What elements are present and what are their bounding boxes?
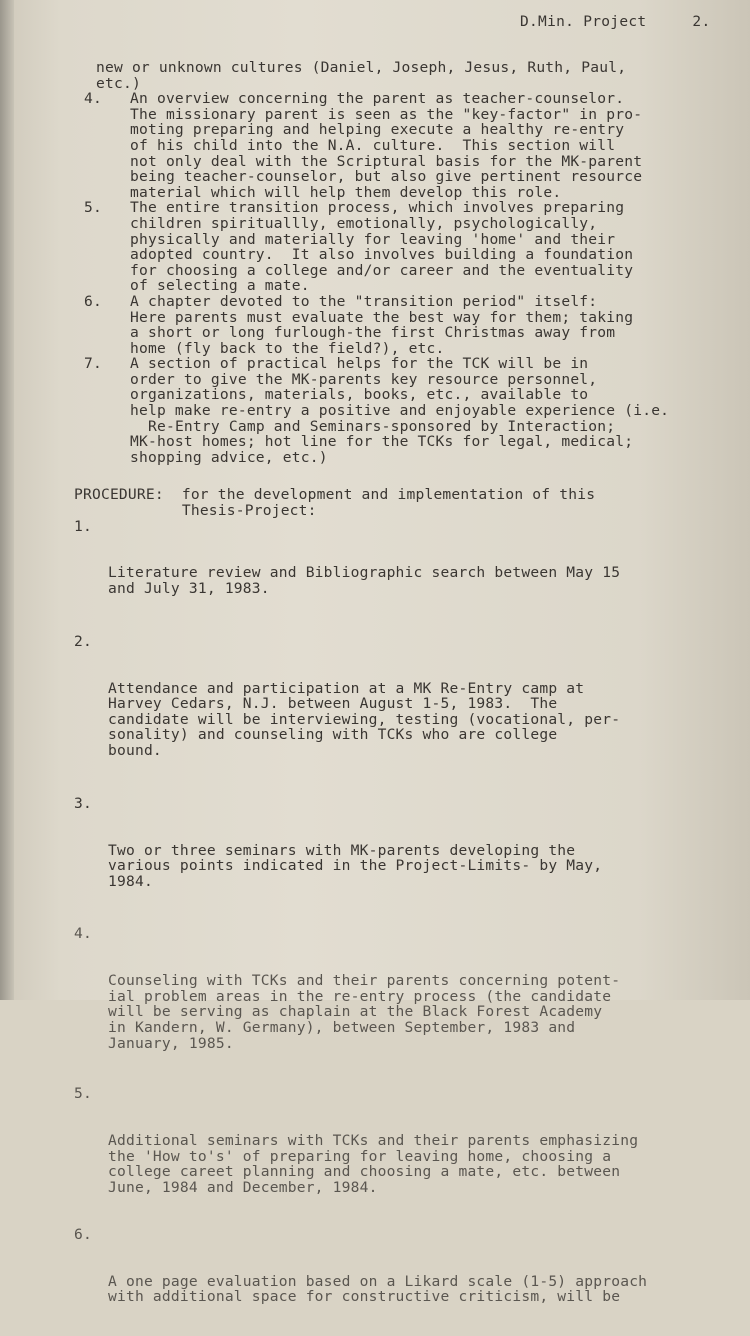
item-number: 1. bbox=[74, 517, 92, 535]
item-number: 5. bbox=[74, 1085, 92, 1103]
limits-item-4 bbox=[74, 91, 734, 200]
procedure-heading: PROCEDURE: for the development and implementation of this Thesis-Project: bbox=[74, 486, 596, 520]
page-header bbox=[520, 14, 710, 30]
header-title: D.Min. Project bbox=[520, 14, 647, 30]
item-number: 4. bbox=[84, 90, 102, 108]
item-text: The entire transition process, which involves preparing children spirituallly, emotionally, psychologically, physically and materially for leaving 'home' and their adopted country. It also involves building a foundation for choosing a college and/or career and the eventuality of selecting a mate. bbox=[130, 199, 634, 295]
item-number: 6. bbox=[84, 292, 102, 310]
item-text: A chapter devoted to the "transition period" itself: Here parents must evaluate the best way for them; taking a short or long furlough-the first Christmas away from home (fly back to the field?), etc. bbox=[130, 292, 634, 357]
item-number: 2. bbox=[74, 632, 92, 650]
procedure-item-4 bbox=[74, 926, 734, 1082]
item-text: Additional seminars with TCKs and their parents emphasizing the 'How to's' of preparing for leaving home, choosing a college careet planning and choosing a mate, etc. between June, 1984 and December, 1984. bbox=[108, 1132, 639, 1196]
procedure-item-6 bbox=[74, 1227, 734, 1336]
item-number: 7. bbox=[84, 355, 102, 373]
limits-item-7 bbox=[74, 356, 734, 465]
item-text: Attendance and participation at a MK Re-Entry camp at Harvey Cedars, N.J. between August 1-5, 1983. The candidate will be interviewing, testing (vocational, per- sonality) and counseling with TCKs who are college bound. bbox=[108, 679, 621, 759]
page-number: 2. bbox=[692, 14, 711, 30]
procedure-item-2 bbox=[74, 634, 734, 790]
item-number: 3. bbox=[74, 794, 92, 812]
item-text: A one page evaluation based on a Likard scale (1-5) approach with additional space for constructive criticism, will be bbox=[108, 1272, 648, 1306]
continuation-text: new or unknown cultures (Daniel, Joseph, Jesus, Ruth, Paul, etc.) bbox=[96, 59, 627, 92]
procedure-item-5 bbox=[74, 1086, 734, 1226]
limits-item-6 bbox=[74, 294, 734, 356]
item-text: Counseling with TCKs and their parents concerning potent- ial problem areas in the re-entry process (the candidate will be serving as chaplain at the Black Forest Academy in Kandern, W. Germany), between September, 1983 and January, 1985. bbox=[108, 972, 621, 1052]
item-number: 5. bbox=[84, 199, 102, 217]
document-body bbox=[74, 60, 734, 1336]
item-text: Two or three seminars with MK-parents developing the various points indicated in the Project-Limits- by May, 1984. bbox=[108, 841, 603, 890]
item-text: An overview concerning the parent as teacher-counselor. The missionary parent is seen as the "key-factor" in pro- moting preparing and helping execute a healthy re-entry of his child into the N.A. culture. This section will not only deal with the Scriptural basis for the MK-parent being teacher-counselor, but also give pertinent resource material which will help them develop this role. bbox=[130, 90, 643, 201]
item-number: 6. bbox=[74, 1225, 92, 1243]
item-text: A section of practical helps for the TCK will be in order to give the MK-parents key resource personnel, organizations, materials, books, etc., available to help make re-entry a positive and enjoyable experience (i.e. Re-Entry Camp and Seminars-sponsored by Interaction; MK-host homes; hot line for the TCKs for legal, medical; shopping advice, etc.) bbox=[130, 355, 670, 466]
item-number: 4. bbox=[74, 925, 92, 943]
item-text: Literature review and Bibliographic search between May 15 and July 31, 1983. bbox=[108, 564, 621, 597]
limits-item-5 bbox=[74, 200, 734, 294]
procedure-item-1 bbox=[74, 519, 734, 628]
procedure-item-3 bbox=[74, 796, 734, 921]
